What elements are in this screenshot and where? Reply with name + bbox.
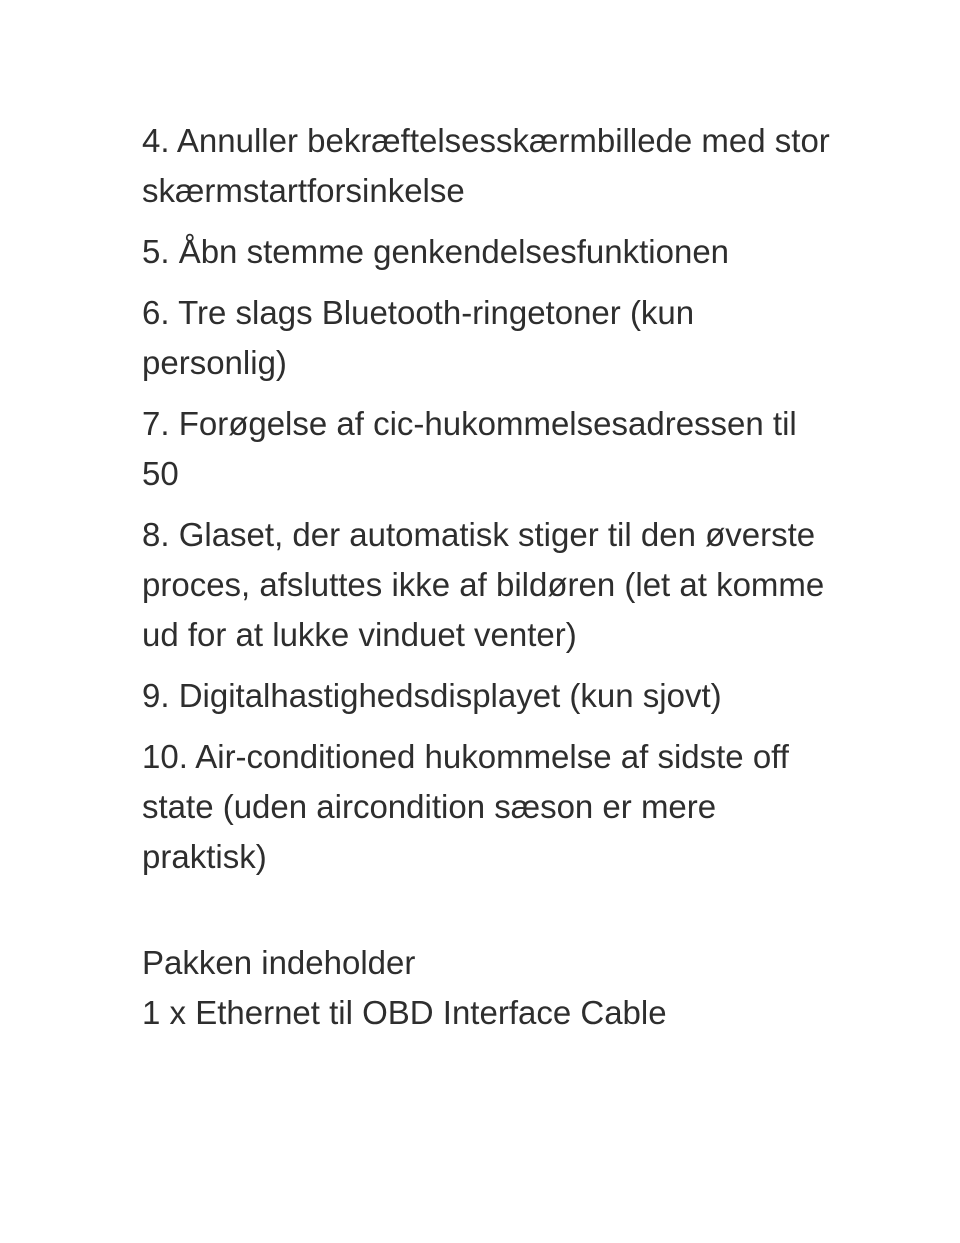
package-section [142, 938, 842, 1038]
feature-item: 9. Digitalhastighedsdisplayet (kun sjovt) [142, 677, 722, 714]
feature-item: 4. Annuller bekræftelsesskærmbillede med stor skærmstartforsinkelse [142, 122, 830, 209]
package-heading: Pakken indeholder [142, 944, 416, 981]
feature-list [142, 116, 842, 882]
document-page [142, 116, 842, 1038]
feature-item: 8. Glaset, der automatisk stiger til den øverste proces, afsluttes ikke af bildøren (let at komme ud for at lukke vinduet venter) [142, 516, 825, 653]
feature-item: 5. Åbn stemme genkendelsesfunktionen [142, 233, 730, 270]
feature-item: 7. Forøgelse af cic-hukommelsesadressen til 50 [142, 405, 797, 492]
feature-item: 6. Tre slags Bluetooth-ringetoner (kun personlig) [142, 294, 695, 381]
package-contents: 1 x Ethernet til OBD Interface Cable [142, 994, 667, 1031]
feature-item: 10. Air-conditioned hukommelse af sidste off state (uden aircondition sæson er mere praktisk) [142, 738, 789, 875]
